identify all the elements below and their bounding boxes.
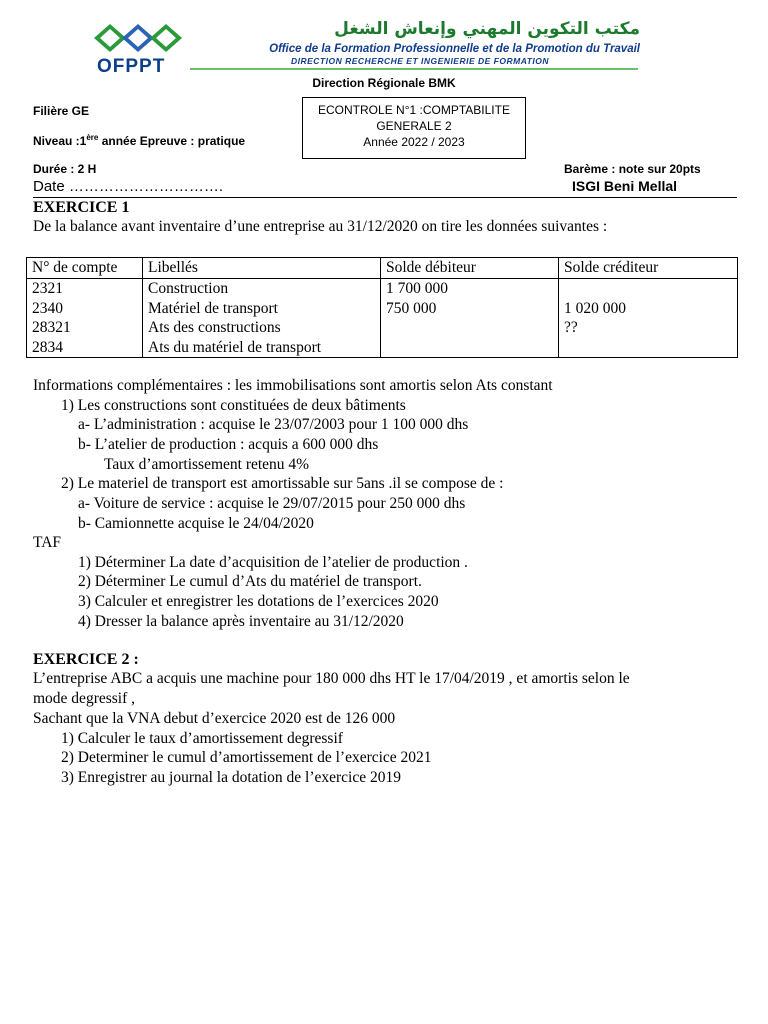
exercise-2-item: 3) Enregistrer au journal la dotation de l’exercice 2019 [61, 769, 402, 786]
header-rule [33, 197, 737, 198]
exercise-2-line: mode degressif , [33, 690, 136, 707]
account-label: Construction [148, 280, 229, 297]
exercise-1-intro: De la balance avant inventaire d’une entreprise au 31/12/2020 on tire les données suivantes : [33, 218, 608, 235]
econtrole-line2: GENERALE 2 [376, 119, 452, 133]
credit-value: 1 020 000 [564, 299, 626, 317]
exercise-2-item: 2) Determiner le cumul d’amortissement de l’exercice 2021 [61, 749, 432, 766]
info-line: b- L’atelier de production : acquis a 600 000 dhs [78, 436, 379, 453]
info-line: a- Voiture de service : acquise le 29/07/2015 pour 250 000 dhs [78, 495, 466, 512]
taf-label: TAF [33, 534, 62, 551]
info-line: a- L’administration : acquise le 23/07/2003 pour 1 100 000 dhs [78, 416, 469, 433]
table-header-row [27, 258, 738, 279]
econtrole-line1: ECONTROLE N°1 :COMPTABILITE [318, 103, 510, 117]
econtrole-box [302, 97, 526, 159]
table-header: N° de compte [27, 258, 143, 279]
filiere: Filière GE [33, 104, 90, 118]
credits-cell [559, 279, 738, 358]
account-number: 28321 [32, 319, 71, 336]
account-number: 2321 [32, 280, 63, 297]
account-numbers-cell [27, 279, 143, 358]
office-title: Office de la Formation Professionnelle et de la Promotion du Travail [269, 43, 640, 55]
direction-regionale: Direction Régionale BMK [312, 76, 456, 90]
info-line: b- Camionnette acquise le 24/04/2020 [78, 515, 314, 532]
credit-value: ?? [564, 319, 578, 336]
account-label: Ats des constructions [148, 319, 281, 336]
niveau-sup: ère [86, 133, 99, 142]
taf-item: 2) Déterminer Le cumul d’Ats du matériel de transport. [78, 573, 422, 590]
arabic-title: مكتب التكوين المهني وإنعاش الشغل [334, 19, 640, 39]
school-name: ISGI Beni Mellal [572, 178, 678, 194]
duree: Durée : 2 H [33, 162, 97, 176]
balance-table [26, 257, 738, 358]
info-line: 2) Le materiel de transport est amortissable sur 5ans .il se compose de : [61, 475, 504, 492]
table-row [27, 279, 738, 358]
account-number: 2340 [32, 299, 63, 317]
info-line: 1) Les constructions sont constituées de deux bâtiments [61, 397, 406, 414]
table-header: Solde créditeur [559, 258, 738, 279]
table-header: Solde débiteur [381, 258, 559, 279]
labels-cell [143, 279, 381, 358]
exercise-2-line: Sachant que la VNA debut d’exercice 2020 est de 126 000 [33, 710, 396, 727]
taf-item: 1) Déterminer La date d’acquisition de l’atelier de production . [78, 554, 468, 571]
taf-item: 4) Dresser la balance après inventaire au 31/12/2020 [78, 613, 404, 630]
debits-cell [381, 279, 559, 358]
debit-value: 1 700 000 [386, 280, 448, 297]
account-label: Matériel de transport [148, 299, 278, 317]
bareme: Barème : note sur 20pts [564, 162, 701, 176]
exercise-2-title: EXERCICE 2 : [33, 651, 139, 668]
debit-value: 750 000 [386, 299, 437, 317]
account-number: 2834 [32, 338, 63, 356]
info-line: Taux d’amortissement retenu 4% [104, 456, 310, 473]
account-label: Ats du matériel de transport [148, 338, 322, 356]
complementary-info: Informations complémentaires : les immobilisations sont amortis selon Ats constant [33, 377, 553, 394]
exercise-2-line: L’entreprise ABC a acquis une machine pour 180 000 dhs HT le 17/04/2019 , et amortis selon le [33, 670, 630, 687]
exercise-2-item: 1) Calculer le taux d’amortissement degressif [61, 730, 343, 747]
logo-text: OFPPT [97, 56, 166, 77]
econtrole-line3: Année 2022 / 2023 [363, 135, 465, 149]
niveau-prefix: Niveau :1 [33, 134, 87, 148]
date-field: Date …………………………. [33, 178, 224, 195]
niveau-suffix: année Epreuve : pratique [98, 134, 246, 148]
taf-item: 3) Calculer et enregistrer les dotations de l’exercices 2020 [78, 593, 439, 610]
exercise-1-title: EXERCICE 1 [33, 199, 130, 216]
niveau [33, 133, 245, 148]
header-divider [190, 68, 638, 70]
table-header: Libellés [143, 258, 381, 279]
direction-title: DIRECTION RECHERCHE ET INGENIERIE DE FORMATION [290, 56, 550, 66]
